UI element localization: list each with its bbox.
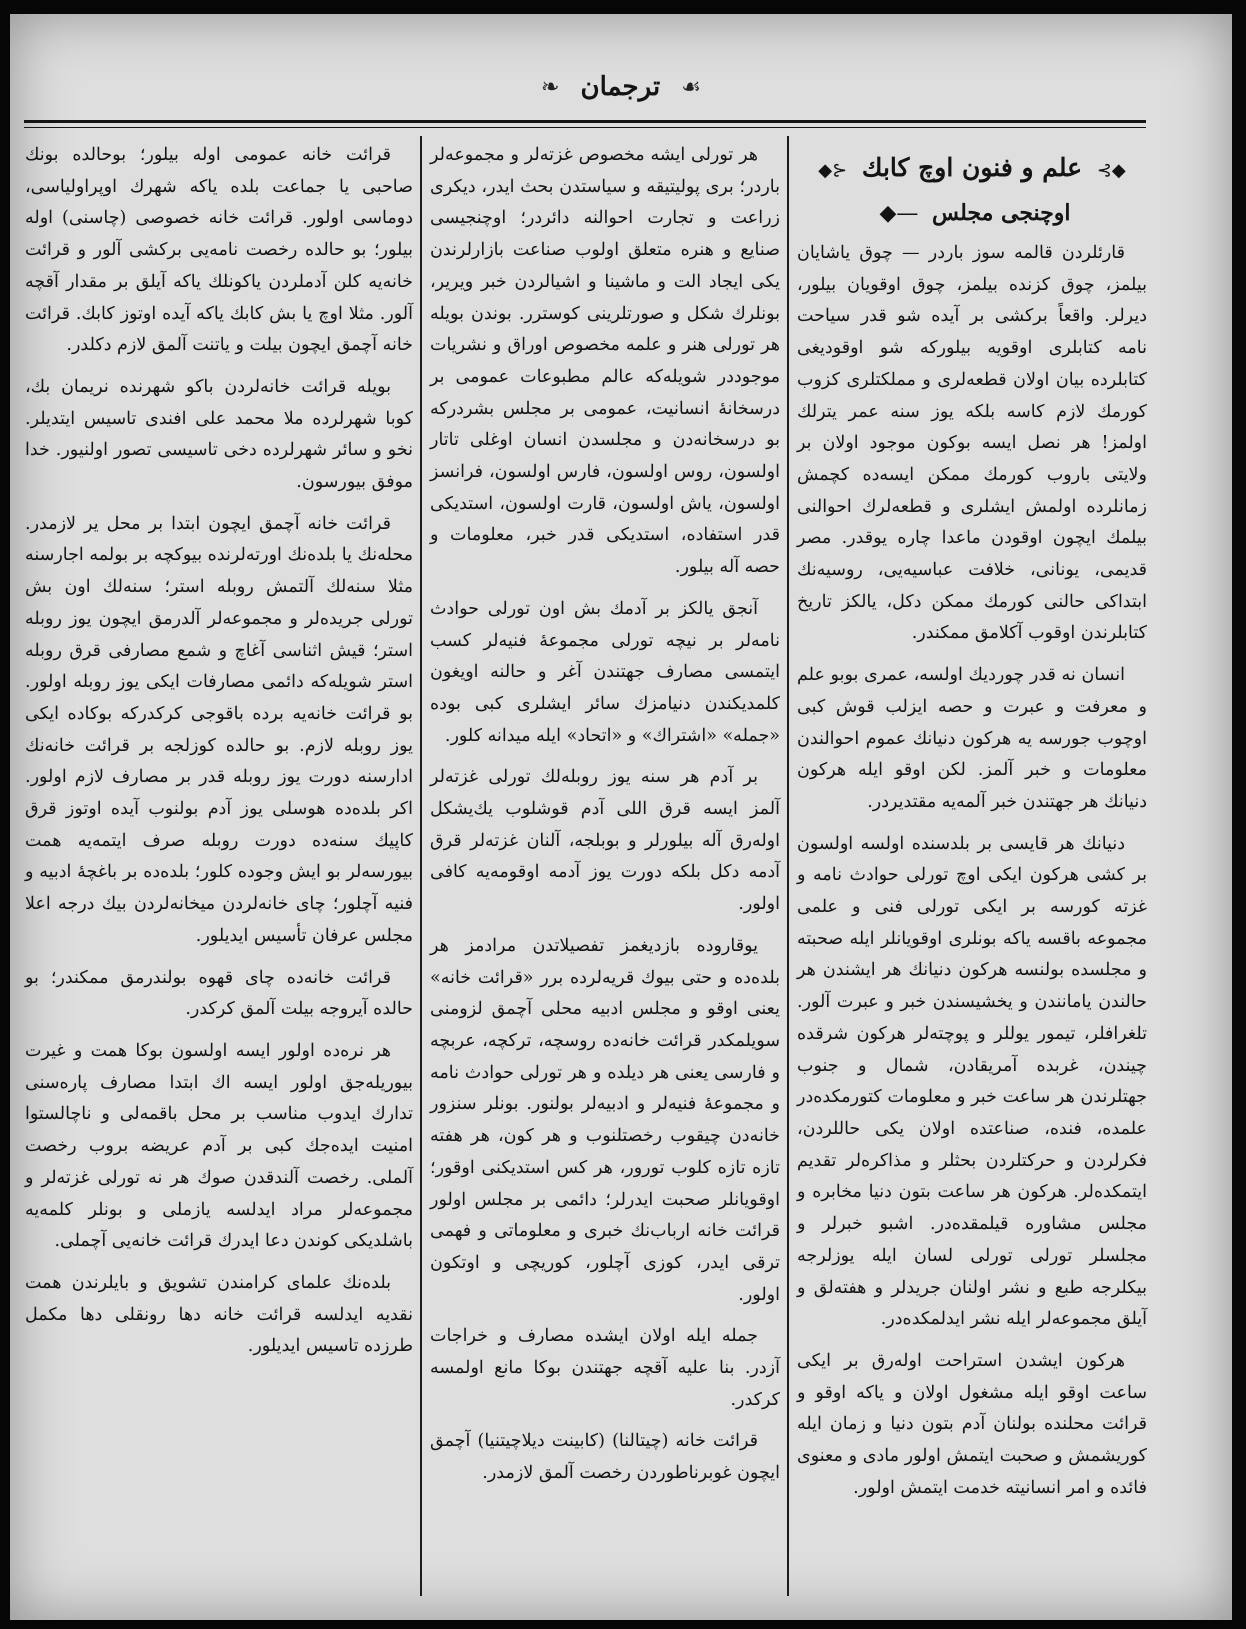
paragraph: بویله قرائت خانه‌لردن باکو شهرنده نر‌یمان بك، کوبا شهرلرده ملا محمد علی افندی تاسیس ایتدیلر. نخو و سائر شهرلرده دخی تا‌سیسی تصور اولنیور. خدا موفق بیورسون. — [25, 376, 413, 493]
paragraph: هر نره‌ده اولور ایسه اولسون بوکا همت و غیرت بیوریله‌جق اولور ایسه اك ابتدا مصارف پاره‌سنی تدارك ایدوب مناسب بر محل باقمه‌لی و ناچالستوا امنیت ایده‌جك کبی بر آدم عریضه بروب رخصت آلملی. رخصت آلندقدن صوك هر نه تورلی غزته‌لر و مجمو‌عه‌لر مراد ایدلسه یازملی و بونلر کلمه‌یه با‌شلدیکی کوندن دعا ایدرك قرائت خانه‌یی آچملی. — [25, 1040, 413, 1252]
title-ornament-left: ⊰◆ — [818, 160, 848, 181]
subtitle-ornament: —◆ — [879, 201, 919, 226]
paragraph: قرائت خانه عمومی اوله بیلور؛ بوحالده بونك صاحبی یا جماعت بلده یاکه شهرك او‌پراولیاسی، دوماسی اولور. قرائت خانه خصوصی (چاسنی) اوله بیلور؛ بو حالده رخصت نامه‌یی برکشی آلور و قرائت خانه‌یه کلن آدملردن یاکونلك یاکه آیلق بر مقدار آقچه آلور. مثلا اوچ یا بش کابك یاکه آیده اوتوز کابك. قرائت خانه آچمق ایچون بیلت و یاتنت آلمق لازم دکلدر. — [25, 145, 413, 356]
article-title-text: علم و فنون اوچ کابك — [861, 153, 1083, 182]
header-rule-thick — [24, 120, 1146, 123]
paragraph: آنجق یالکز بر آدمك بش اون تورلی حوادث نامه‌لر بر نیچه تورلی مجموعهٔ فنیه‌لر کسب ایتمسی مصارف جهتندن آغر و حا‌لنه اویغون کلمدیکندن دنیامزك سائر ایشلری کبی بوده «جمله» «اشتراك» و «اتحاد» ایله میدانه کلور. — [430, 598, 780, 746]
paragraph: بلده‌نك علمای کرامندن تشویق و بایلرندن همت نقدیه ایدلسه قرائت خانه دها رونقلی دها مکمل طرزده تاسیس ایدیلور. — [25, 1272, 413, 1357]
column-divider-right — [787, 136, 789, 1596]
header-rule-thin — [24, 127, 1146, 128]
column-right — [797, 140, 1147, 1514]
column-divider-left — [420, 136, 422, 1596]
article-subtitle-text: اوچنجی مجلس — [932, 200, 1071, 226]
column-left — [25, 140, 413, 1373]
paragraph: انسان نه قدر چوردیك اولسه، عمری بوبو علم و معرفت و عبرت و حصه ایزلب قوش کبی اوچوب جورسه یه هرکون دنیانك عموم احوالندن معلومات و خبر آلمز. لکن اوقو ایله هرکون دنیانك هر جهتندن خبر آلمه‌یه مقتدیردر. — [797, 665, 1147, 812]
paragraph: دنیانك هر قایسی بر بلدسنده اولسه او‌لسون بر کشی هرکون ایکی اوچ تورلی حوادث نامه و غزته کورسه بر ایکی تورلی فنی و علمی مجموعه باقسه یاکه بونلری اوقویانلر ایله صحبته و مجلسده بولنسه هرکون دنیانك هر ایشندن هر حالندن یامانندن و یخشیسندن خبر و عبرت آلور. تلغرافلر، تیمور یوللر و پوچته‌لر هرکون شرقده چیندن، غربده آمر‌یقادن، شمال و جنوب جهتلرندن هر ساعت خبر و معلومات کتورمکده‌در علمده، فنده، صناعتده اولان یکی حاللردن، فکرلردن و حر‌کتلردن بحثلر و مذاکره‌لر تقدیم ایتمکده‌لر. هرکون هر ساعت بتون دنیا مخابره و مجلس مشاوره قیلمقده‌در. اشبو خبرلر و مجلسلر تورلی تورلی لسان ایله یوزلرجه بیکلرجه طبع و نشر اولنان جریدلر و هفته‌لق و آیلق مجموعه‌لر ایله نشر ایدلمکده‌در. — [797, 833, 1147, 1330]
title-ornament-right: ◆⊱ — [1096, 160, 1126, 181]
paragraph: هرکون ایشدن استراحت اوله‌رق بر ایکی ساعت اوقو ایله مشغول اولان و یاکه اوقو و قرائت محلنده بولنان آدم بتون دنیا و زمان ایله کوریشمش و صحبت ایتمش اولور مادی و معنوی فائده و امر انسانیته خدمت ایتمش اولور. — [797, 1350, 1147, 1498]
paragraph: جمله ایله اولان ایشده مصارف و خراجات آزدر. بنا علیه آقچه جهتندن بوکا مانع او‌لمسه کرکدر. — [430, 1326, 780, 1410]
paragraph: یوقاروده بازدیغمز تفصیلاتدن مرادمز هر بلده‌ده و حتی بیوك قریه‌لرده برر «قرائت خانه» یعنی اوقو و مجلس ادبیه محلی آچمق لزومنی سویلمکدر قرائت خانه‌ده روسچه، ترکچه، عربچه و فارسی یعنی هر دیلده و هر تورلی حوادث نامه و مجموعهٔ فنیه‌لر و ادبیه‌لر بولنور. بو‌نلر سنزور خانه‌دن چیقوب رخصتلنوب و هر کون، هر هفته تازه تازه کلوب تورور، هر کس استدیکنی اوقور؛ اوقویانلر صحبت ایدر‌لر؛ دائمی بر مجلس اولور قرائت خانه ارباب‌نك خبری و معلوماتی و فهمی ترقی ایدر، کوزی آچلور، کوریچی و اوتکون اولور. — [430, 935, 780, 1305]
paragraph: قرائت خانه (چیتالنا) (کابینت دیلاچیتنیا) آچمق ایچون غوبرناطوردن رخصت آلمق لازمدر. — [430, 1431, 780, 1484]
paragraph: قارئلردن قالمه سوز باردر — چوق یاشا‌یان بیلمز، چوق کزنده بیلمز، چوق اوقو‌یان بیلور، دیرلر. واقعاً برکشی بر آیده شو قدر سیاحت نامه کتابلری اوقویه بیلورکه شو اوقودیغی کتابلرده بیان اولان قطعه‌لری و مملکتلری کزوب کورمك لازم کاسه بلکه یوز سنه عمر یترلك اولمز! هر نصل ایسه بوکون موجود اولان بر ولایتی باروب کورمك ممکن ایسه‌ده کچمش زمانلرده اولمش ایشلری و قطعه‌لرك احوالنی بیلمك ایچون اوقودن ماعدا چاره یوقدر. مصر قدیمی، یونانی، خلافت عباسیه‌یی، رو‌سیه‌نك ابتداکی حالنی کورمك ممکن دکل، یالکز تاریخ کتابلرندن اوقوب آکلامق ممکندر. — [797, 243, 1147, 644]
header-ornament-left: ❧ — [540, 74, 560, 100]
column-middle — [430, 140, 780, 1500]
page-header — [10, 72, 1232, 122]
newspaper-title: ترجمان — [580, 72, 661, 102]
paragraph: قرائت خانه آچمق ایچون ابتدا بر محل یر لازمدر. محله‌نك یا بلده‌نك اورته‌لرنده بیوکچه بر بولمه اجارسنه مثلا سنه‌لك آلتمش روبله استر؛ سنه‌لك اون بش تورلی جریده‌لر و مجموعه‌لر آلدرمق ایچون یوز روبله استر؛ قیش اثناسی آغاچ و شمع مصارفی قرق رو‌بله استر شویله‌که دائمی مصارفات ایکی یوز روبله اولور. بو قرائت خانه‌یه برده باقوجی کرکدرکه بوکاده ایکی یوز روبله لازم. بو حا‌لده کوزلجه بر قرائت خانه‌نك ادارسنه دورت یوز روبله قدر بر مصارف لازم اولور. اکر بلده‌ده هوسلی یوز آدم بولنوب آیده اوتوز قرق کاپیك سنه‌ده دورت روبله صرف ایتمه‌یه همت بیورسه‌لر بو ایش وجوده کلور؛ بلده‌ده بر باغچهٔ ادبیه و فنیه آچلور؛ چای خا‌نه‌لردن میخانه‌لردن بیك درجه اعلا مجلس عرفان تأسیس ایدیلور. — [25, 513, 413, 946]
header-ornament-right: ☙ — [681, 74, 702, 100]
paragraph: هر تورلی ایشه مخصوص غزته‌لر و مجمو‌عه‌لر باردر؛ بری پولیتیقه و سیاستدن بحث ایدر، دیکری زراعت و تجارت احوالنه دائردر؛ او‌چنجیسی صنایع و هنره متعلق اولوب صنا‌عت بازارلرندن یکی ایجاد الت و ماشینا و اشیا‌لردن خبر ویریر، بونلرك شکل و صورتلرینی کوسترر. بوندن بویله هر تورلی هنر و علمه مخصوص اوراق و نشریات موجوددر شویله‌که عالم مطبوعات عمومی بر درسخانهٔ انسا‌نیت، عمومی بر مجلس بشردرکه بو درسخانه‌دن و مجلسدن انسان اوغلی تاتار اولسون، روس اولسون، فارس اولسون، فرانسز او‌لسون، یاش اولسون، قارت اولسون، استدیکی قدر استفاده، استدیکی قدر خبر، معلومات و حصه آله بیلور. — [430, 145, 780, 578]
paragraph: بر آدم هر سنه یوز روبله‌لك تورلی غزته‌لر آلمز ایسه قرق اللی آدم قوشلوب یك‌یشکل اوله‌رق آله بیلورلر و بوبلجه، آلنان غزته‌لر قرق آدمه دکل بلکه دورت یوز آدمه اوقومه‌یه کافی اولور. — [430, 767, 780, 915]
paragraph: قرائت خانه‌ده چای قهوه بولندرمق ممکندر؛ بو حالده آیروجه بیلت آلمق کرکدر. — [25, 967, 413, 1020]
article-title — [797, 148, 1147, 191]
newspaper-page — [10, 14, 1232, 1620]
article-subtitle — [797, 195, 1147, 232]
